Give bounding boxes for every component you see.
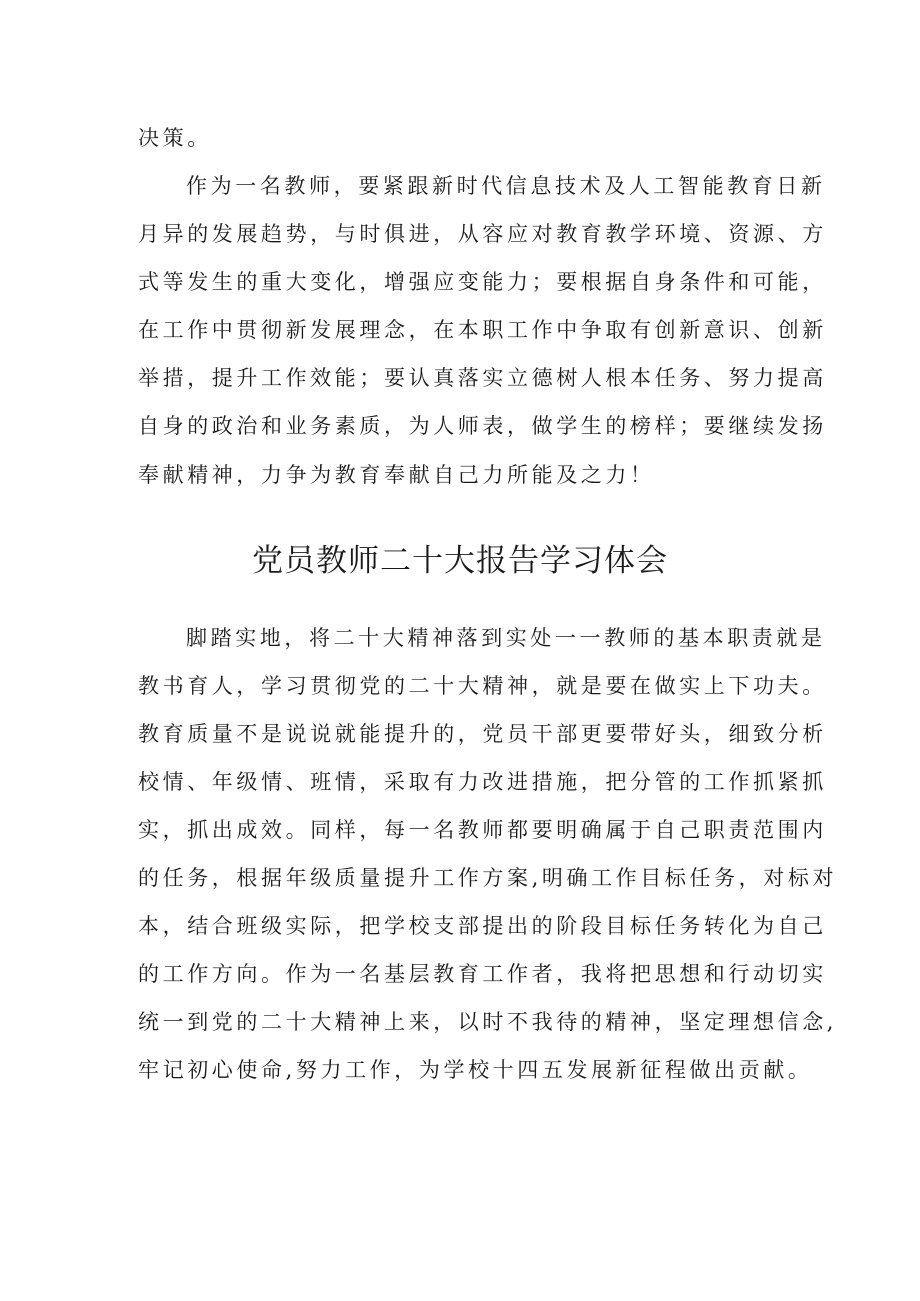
- paragraph-2-line-4: 在工作中贯彻新发展理念，在本职工作中争取有创新意识、创新: [138, 318, 827, 342]
- paragraph-3-line-3: 教育质量不是说说就能提升的，党员干部更要带好头，细致分析: [138, 722, 827, 746]
- paragraph-3-line-7: 本，结合班级实际，把学校支部提出的阶段目标任务转化为自己: [138, 914, 827, 938]
- paragraph-3-line-5: 实，抓出成效。同样，每一名教师都要明确属于自己职责范围内: [138, 818, 827, 842]
- paragraph-3-line-10: 牢记初心使命,努力工作，为学校十四五发展新征程做出贡献。: [138, 1058, 813, 1082]
- paragraph-2-line-1: 作为一名教师，要紧跟新时代信息技术及人工智能教育日新: [186, 174, 826, 198]
- paragraph-3-line-9: 统一到党的二十大精神上来，以时不我待的精神，坚定理想信念,: [138, 1010, 838, 1034]
- paragraph-3-line-1: 脚踏实地，将二十大精神落到实处一一教师的基本职责就是: [186, 626, 826, 650]
- paragraph-3-line-6: 的任务，根据年级质量提升工作方案,明确工作目标任务，对标对: [138, 866, 838, 890]
- section-title: 党员教师二十大报告学习体会: [252, 543, 668, 579]
- paragraph-3-line-4: 校情、年级情、班情，采取有力改进措施，把分管的工作抓紧抓: [138, 770, 827, 794]
- paragraph-2-line-5: 举措，提升工作效能；要认真落实立德树人根本任务、努力提高: [138, 366, 827, 390]
- paragraph-2-line-2: 月异的发展趋势，与时俱进，从容应对教育教学环境、资源、方: [138, 222, 827, 246]
- paragraph-2-line-6: 自身的政治和业务素质，为人师表，做学生的榜样；要继续发扬: [138, 414, 827, 438]
- paragraph-3-line-8: 的工作方向。作为一名基层教育工作者，我将把思想和行动切实: [138, 962, 827, 986]
- paragraph-3-line-2: 教书育人，学习贯彻党的二十大精神，就是要在做实上下功夫。: [138, 674, 827, 698]
- paragraph-2-line-7: 奉献精神，力争为教育奉献自己力所能及之力！: [138, 463, 655, 487]
- paragraph-1-line-1: 决策。: [138, 126, 212, 150]
- paragraph-2-line-3: 式等发生的重大变化，增强应变能力；要根据自身条件和可能，: [138, 270, 827, 294]
